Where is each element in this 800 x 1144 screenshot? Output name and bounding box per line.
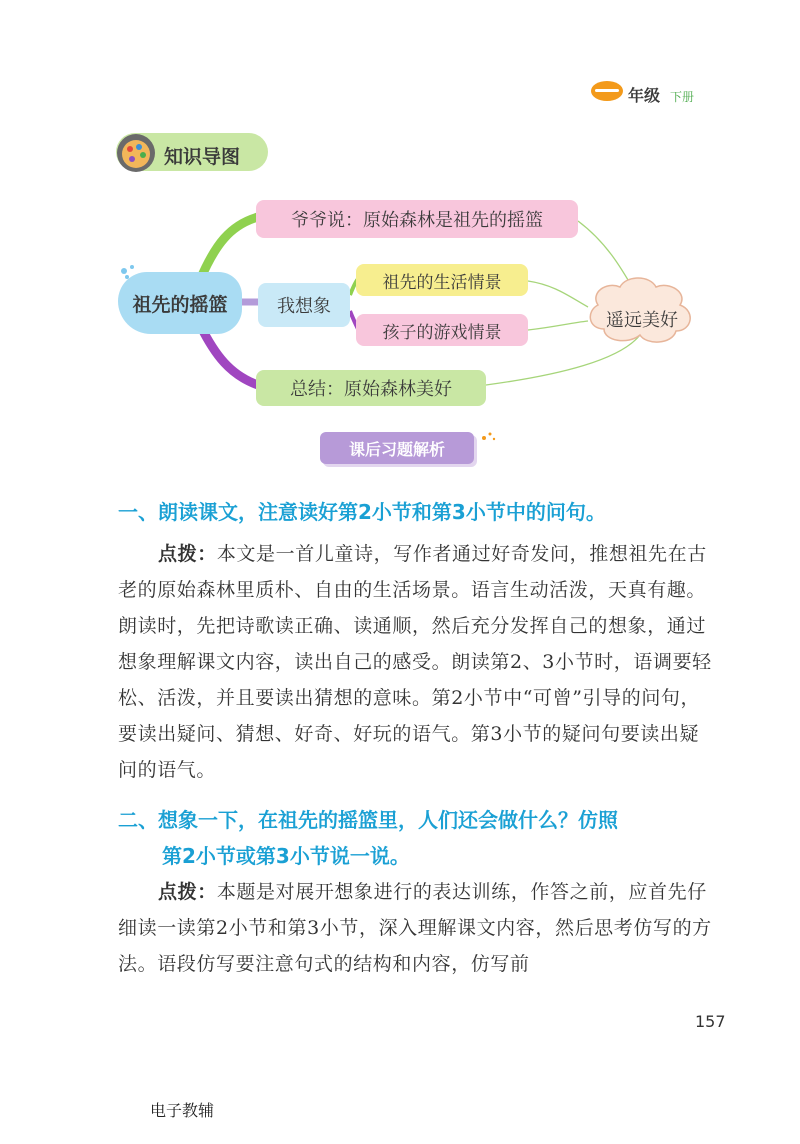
branch-bottom-node: 总结：原始森林美好 — [256, 370, 486, 406]
answer-2-label: 点拨： — [158, 881, 217, 903]
question-2-line-1: 二、想象一下，在祖先的摇篮里，人们还会做什么？仿照 — [118, 808, 618, 832]
answer-1-text: 本文是一首儿童诗，写作者通过好奇发问，推想祖先在古老的原始森林里质朴、自由的生活场景。语言生动活泼，天真有趣。朗读时，先把诗歌读正确、读通顺，然后充分发挥自己的想象，通过想象理解课文内容，读出自己的感受。朗读第2、3小节时，语调要轻松、活泼，并且要读出猜想的意味。第2小节中“可曾”引导的问句，要读出疑问、猜想、好奇、好玩的语气。第3小节的疑问句要读出疑问的语气。 — [118, 543, 712, 781]
palette-icon — [116, 133, 156, 173]
life-to-cloud-line — [528, 281, 588, 307]
answer-1-paragraph — [118, 536, 716, 788]
branch-top-connector — [200, 217, 258, 280]
sub-life-node: 祖先的生活情景 — [356, 264, 528, 296]
root-node: 祖先的摇篮 — [118, 272, 242, 334]
question-2-line-2: 第2小节或第3小节说一说。 — [162, 844, 410, 868]
branch-middle-node: 我想象 — [258, 283, 350, 327]
grade-label: 年级 — [628, 86, 661, 105]
page-number: 157 — [695, 1012, 726, 1031]
answer-1-label: 点拨： — [158, 543, 217, 565]
grade-badge-icon — [590, 80, 624, 102]
conclusion-node: 遥远美好 — [606, 310, 678, 331]
answer-2-paragraph — [118, 874, 716, 982]
answer-2-text: 本题是对展开想象进行的表达训练，作答之前，应首先仔细读一读第2小节和第3小节，深入理解课文内容，然后思考仿写的方法。语段仿写要注意句式的结构和内容，仿写前 — [118, 881, 712, 975]
knowledge-map-title: 知识导图 — [164, 146, 241, 168]
sub-game-node: 孩子的游戏情景 — [356, 314, 528, 346]
exercise-banner: 课后习题解析 — [320, 432, 474, 464]
sparkle-icon — [480, 430, 500, 444]
question-1: 一、朗读课文，注意读好第2小节和第3小节中的问句。 — [118, 500, 606, 524]
deco-dot — [121, 268, 127, 274]
footer-watermark: 电子教辅 — [150, 1101, 215, 1120]
deco-dot — [130, 265, 134, 269]
branch-bottom-connector — [200, 325, 258, 385]
branch-top-node: 爷爷说：原始森林是祖先的摇篮 — [256, 200, 578, 238]
game-to-cloud-line — [528, 321, 588, 330]
volume-label: 下册 — [670, 90, 695, 104]
